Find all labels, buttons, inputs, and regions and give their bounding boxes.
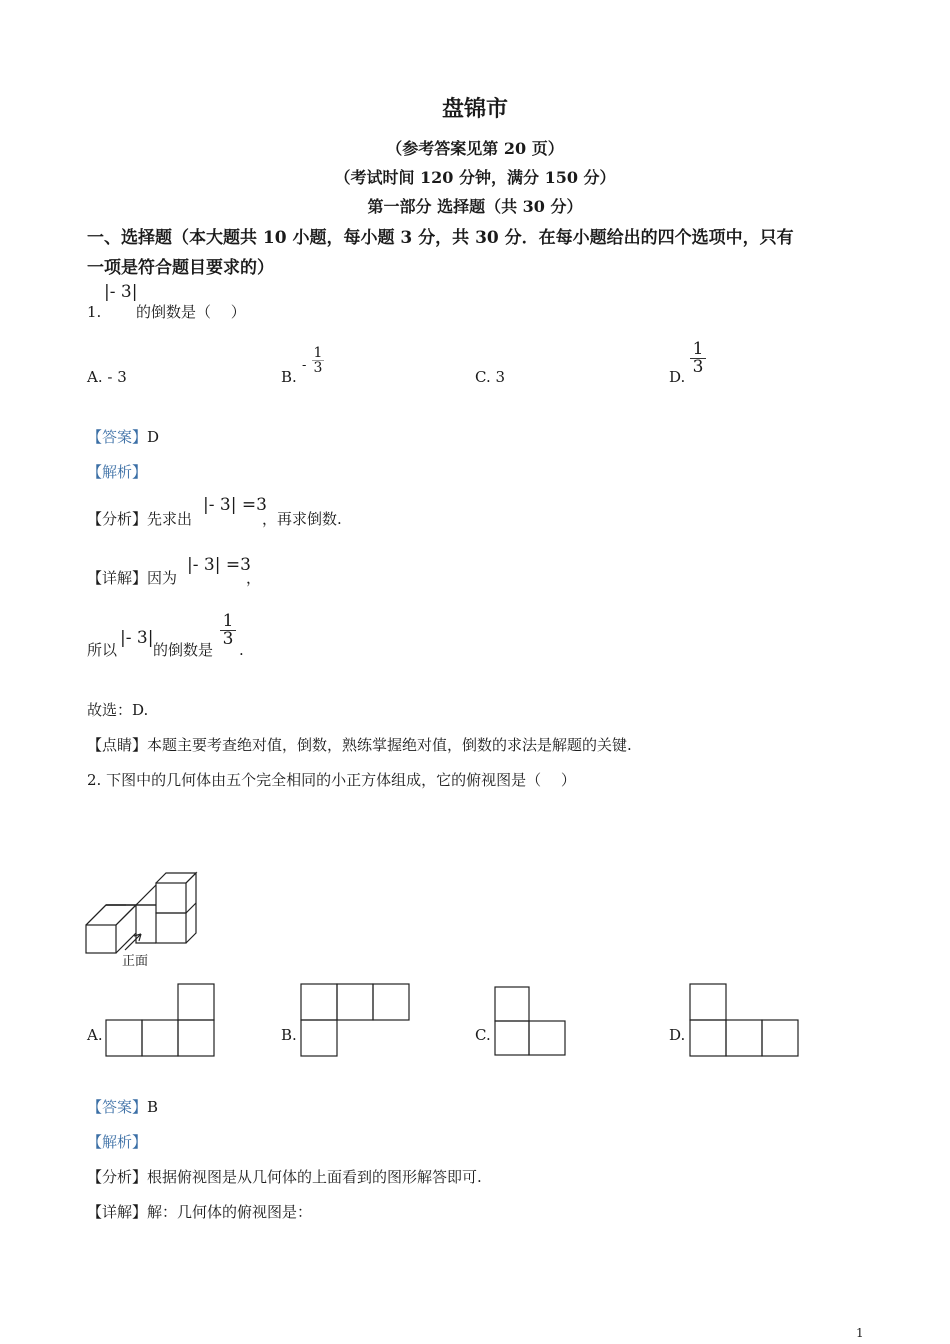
detail-text: 解：几何体的俯视图是： <box>147 1203 313 1221</box>
answer-value: B <box>147 1098 159 1116</box>
comment-tag: 【点睛】 <box>87 736 148 754</box>
detail-pre: 因为 <box>147 569 178 587</box>
q2-detail <box>87 1202 312 1222</box>
option-a-label: A. <box>87 368 103 386</box>
exam-info: （考试时间 120 分钟，满分 150 分） <box>334 168 616 187</box>
part-heading: 第一部分 选择题（共 30 分） <box>367 197 583 216</box>
fenxi-pre: 先求出 <box>147 510 193 528</box>
fraction-denominator: 3 <box>313 360 323 376</box>
option-a-value: - 3 <box>107 368 127 386</box>
q2-option-c-label[interactable]: C. <box>475 1026 491 1044</box>
fenxi-tag: 【分析】 <box>87 510 148 528</box>
option-c-value: 3 <box>495 368 506 386</box>
q2-fenxi <box>87 1167 482 1187</box>
q2-answer <box>87 1097 158 1117</box>
q2-option-a-label[interactable]: A. <box>87 1026 103 1044</box>
q1-fenxi-post: ，再求倒数. <box>262 510 342 528</box>
q2-option-b-label[interactable]: B. <box>281 1026 297 1044</box>
page-number: 1 <box>856 1326 864 1340</box>
answer-reference: （参考答案见第 20 页） <box>386 139 564 158</box>
q1-fenxi-expression: |- 3| =3 <box>203 495 267 515</box>
fraction-denominator: 3 <box>690 358 706 376</box>
section-heading-line1: 一、选择题（本大题共 10 小题，每小题 3 分，共 30 分．在每小题给出的四个选项中，只有 <box>87 228 794 248</box>
answer-value: D <box>147 428 160 446</box>
answer-tag: 【答案】 <box>87 428 148 446</box>
fraction-denominator: 3 <box>220 630 236 648</box>
q1-detail-post: ， <box>246 569 262 587</box>
front-label: 正面 <box>122 954 149 969</box>
fraction-numerator: 1 <box>313 345 323 361</box>
option-c-label: C. <box>475 368 491 386</box>
q1-so-expression: |- 3| <box>120 628 154 648</box>
q1-number: 1. <box>87 303 102 321</box>
q1-so-mid: 的倒数是 <box>153 641 214 659</box>
q2-option-d-label[interactable]: D. <box>669 1026 686 1044</box>
detail-tag: 【详解】 <box>87 569 148 587</box>
page-title: 盘锦市 <box>441 96 508 122</box>
answer-tag: 【答案】 <box>87 1098 148 1116</box>
comment-text: 本题主要考查绝对值，倒数，熟练掌握绝对值，倒数的求法是解题的关键. <box>147 736 632 754</box>
fraction-numerator: 1 <box>222 611 234 631</box>
q1-option-b-label[interactable]: B. <box>281 368 297 386</box>
fraction-numerator: 1 <box>692 339 704 359</box>
fenxi-text: 根据俯视图是从几何体的上面看到的图形解答即可. <box>147 1168 482 1186</box>
q1-abs-expression: |- 3| <box>104 282 138 302</box>
q1-stem: 的倒数是（ ） <box>136 303 246 321</box>
q1-detail-expression: |- 3| =3 <box>187 555 251 575</box>
q1-analysis-tag: 【解析】 <box>87 463 148 481</box>
q1-option-d-label[interactable]: D. <box>669 368 686 386</box>
fenxi-tag: 【分析】 <box>87 1168 148 1186</box>
q2-analysis-tag: 【解析】 <box>87 1133 148 1151</box>
q1-so-pre: 所以 <box>87 641 118 659</box>
detail-tag: 【详解】 <box>87 1203 148 1221</box>
q1-option-b-sign: - <box>302 358 307 373</box>
q1-choose: 故选：D. <box>87 701 149 719</box>
q2-stem: 2. 下图中的几何体由五个完全相同的小正方体组成，它的俯视图是（ ） <box>87 771 576 789</box>
section-heading-line2: 一项是符合题目要求的） <box>87 258 274 278</box>
q1-so-post: . <box>239 641 244 659</box>
